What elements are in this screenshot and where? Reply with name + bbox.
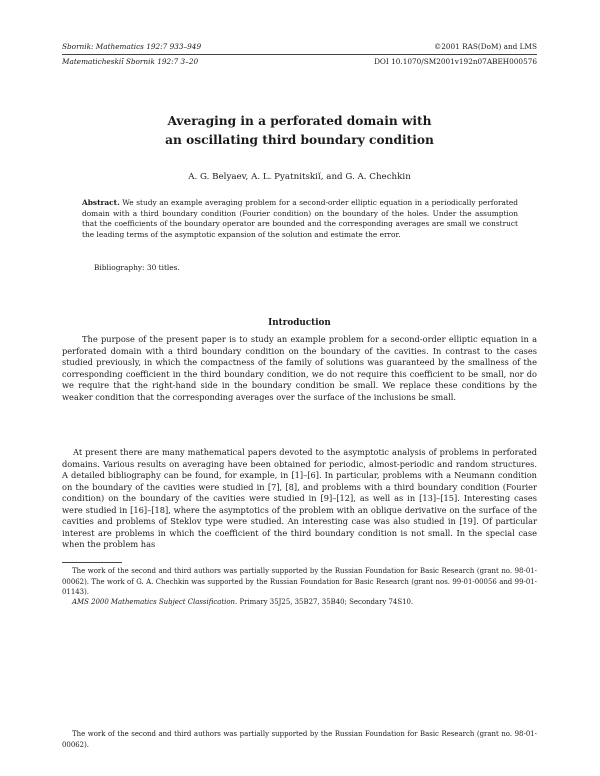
paper-title <box>62 112 537 150</box>
footnote-support: The work of the second and third authors was partially supported by the Russian Foundation for Basic Research (grant no. 98-01-00062). The work of G. A. Chechkin was supported by the Russian Foundation for Basic Research (grant nos. 99-01-00056 and 99-01-01143). <box>62 567 537 596</box>
title-line-2: an oscillating third boundary condition <box>165 133 434 147</box>
msc-label: AMS 2000 Mathematics Subject Classification. <box>72 598 238 606</box>
msc-codes: Primary 35J25, 35B27, 35B40; Secondary 74S10. <box>239 598 414 606</box>
abstract-label: Abstract. <box>82 198 120 207</box>
author-list: A. G. Belyaev, A. L. Pyatnitskiĭ, and G. A. Chechkin <box>188 172 411 182</box>
bibliography-count: Bibliography: 30 titles. <box>94 263 180 272</box>
original-journal-citation: Matematicheskiĭ Sbornik 192:7 3–20 <box>62 57 199 66</box>
header-rule <box>62 54 537 55</box>
intro-paragraph-1: The purpose of the present paper is to study an example problem for a second-order elliptic equation in a perforated domain with a third boundary condition on the boundary of the cavities. In contrast to the cases studied previously, in which the compactness of the family of solutions was guaranteed by the smallness of the corresponding coefficient in the third boundary condition, we do not require this coefficient to be small, nor do we require that the right-hand side in the boundary condition be small. We replace these conditions by the weaker condition that the corresponding averages over the surface of the inclusions be small. <box>62 334 537 402</box>
abstract <box>82 198 518 240</box>
footnote-rule <box>62 562 122 563</box>
abstract-text: We study an example averaging problem for a second-order elliptic equation in a periodically perforated domain with a third boundary condition (Fourier condition) on the boundary of the holes. Under the assumption that the coefficients of the boundary operator are bounded and the corresponding averages are small we construct the leading terms of the asymptotic expansion of the solution and estimate the error. <box>82 198 518 239</box>
doi-link[interactable]: DOI 10.1070/SM2001v192n07ABEH000576 <box>374 57 537 66</box>
intro-paragraph-2: At present there are many mathematical papers devoted to the asymptotic analysis of problems in perforated domains. Various results on averaging have been obtained for periodic, almost-periodic and random structures. A detailed bibliography can be found, for example, in [1]–[6]. In particular, problems with a Neumann condition on the boundary of the cavities were studied in [7], [8], and problems with a third boundary condition (Fourier condition) on the boundary of the cavities were studied in [9]–[12], as well as in [13]–[15]. Interesting cases were studied in [16]–[18], where the asymptotics of the problem with an oblique derivative on the surface of the cavities and problems of Steklov type were studied. An interesting case was also studied in [19]. Of particular interest are problems in which the coefficient of the third boundary condition is not small. In the special case when the problem has <box>62 447 537 549</box>
title-line-1: Averaging in a perforated domain with <box>167 114 432 128</box>
section-heading: Introduction <box>268 318 331 328</box>
footnote-bottom: The work of the second and third authors was partially supported by the Russian Foundation for Basic Research (grant no. 98-01-00062). <box>62 730 537 749</box>
footnote-msc <box>62 597 537 608</box>
journal-citation: Sbornik: Mathematics 192:7 933–949 <box>62 42 202 51</box>
copyright-notice: ©2001 RAS(DoM) and LMS <box>433 42 537 51</box>
